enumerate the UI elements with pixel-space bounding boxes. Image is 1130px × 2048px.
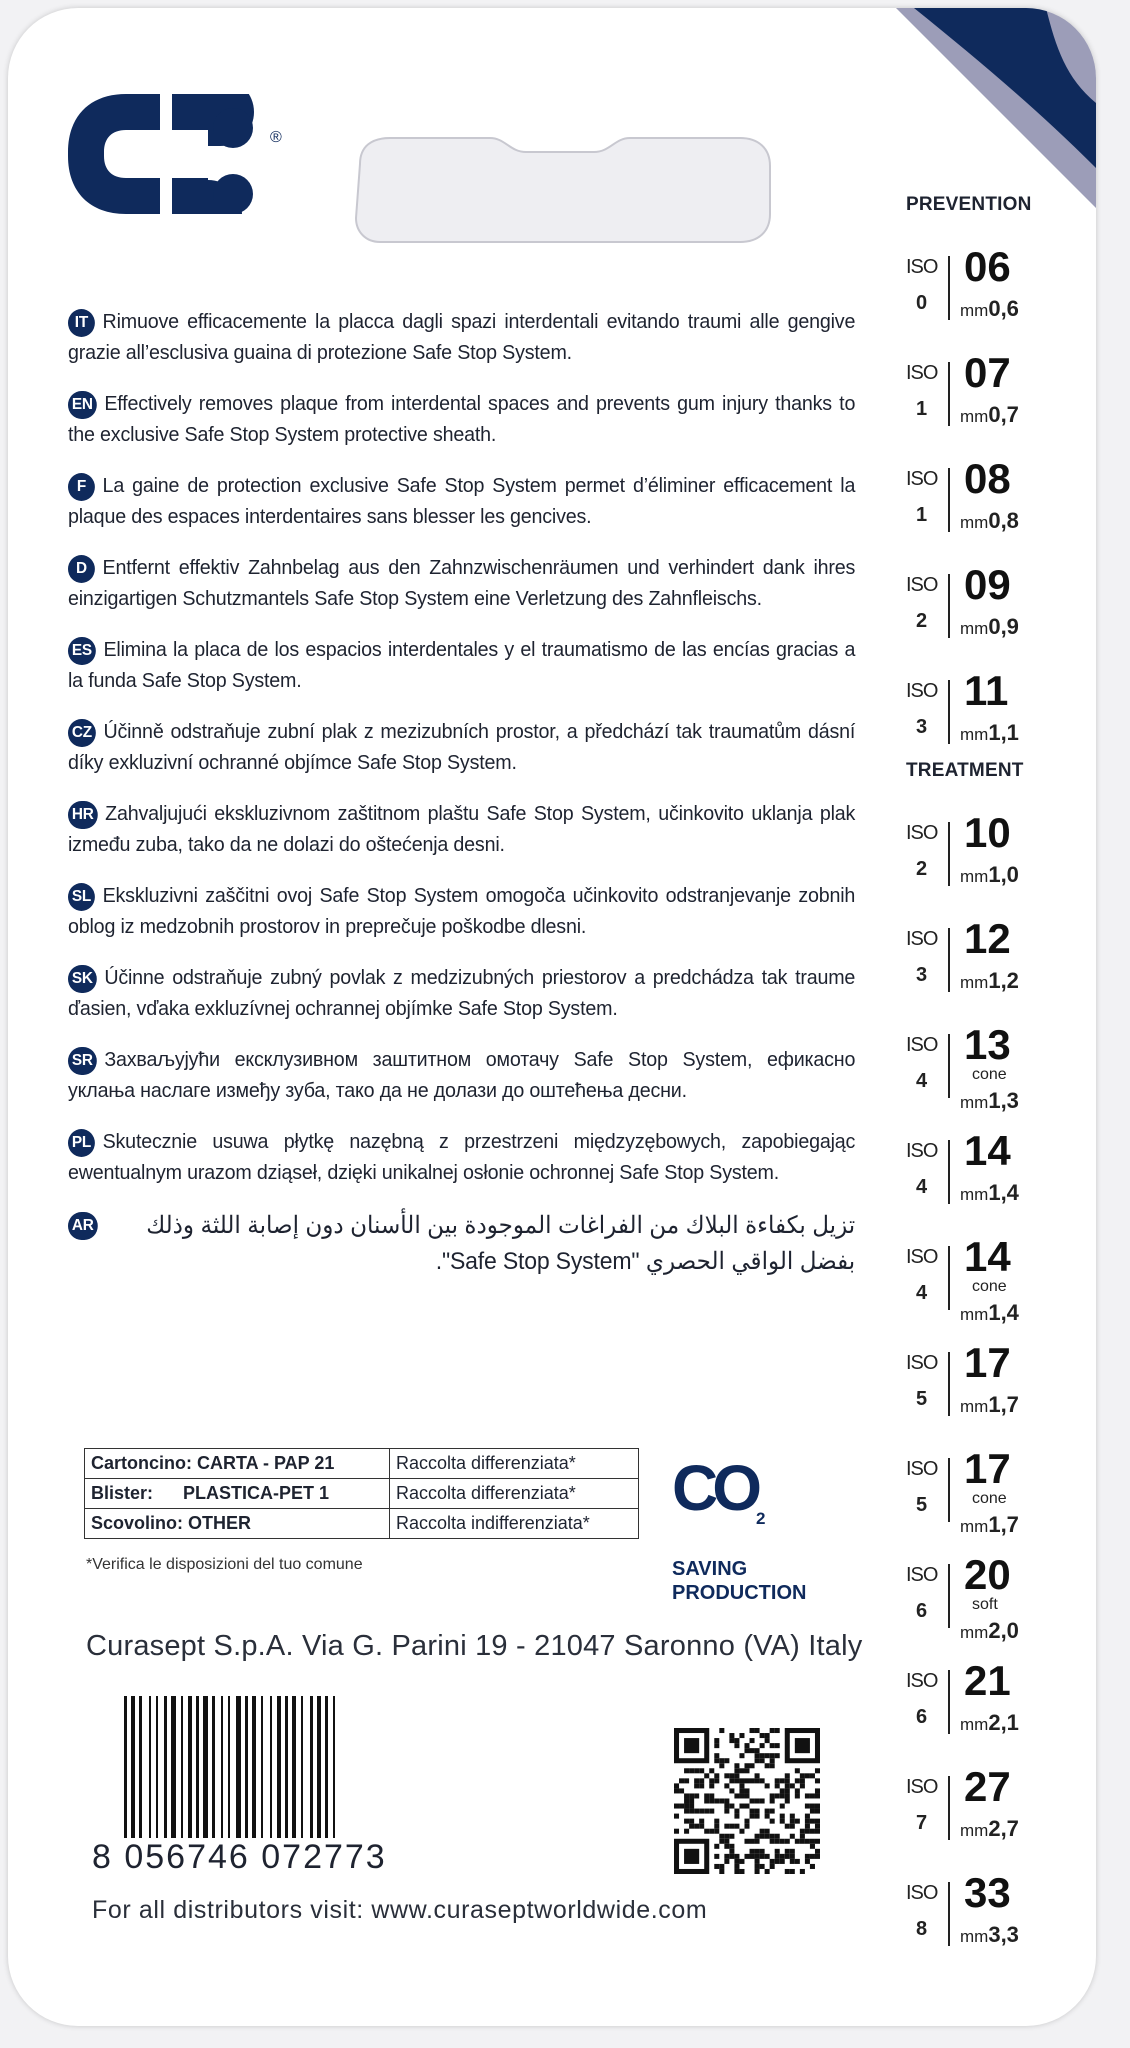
size-number: 20 [964,1551,1011,1598]
iso-number: 0 [916,292,928,314]
size-entry [898,1110,1088,1216]
distributor-link: For all distributors visit: www.curaseptworldwide.com [92,1896,708,1924]
package-back [8,8,1096,2026]
divider [948,1882,950,1946]
size-chart [898,194,1088,1958]
iso-number: 4 [916,1282,928,1304]
iso-label: ISO [906,1458,938,1480]
divider [948,1352,950,1416]
size-entry [898,1004,1088,1113]
size-number: 21 [964,1657,1011,1704]
iso-number: 1 [916,398,928,420]
iso-label: ISO [906,1670,938,1692]
size-entry [898,1640,1088,1746]
lang-badge: SK [68,965,97,993]
size-mm: mm3,3 [960,1922,1019,1947]
divider [948,1140,950,1204]
size-number: 27 [964,1763,1011,1810]
iso-number: 6 [916,1706,928,1728]
size-entry [898,332,1088,438]
iso-number: 8 [916,1918,928,1940]
divider [948,1564,950,1628]
description-en [68,388,855,450]
lang-badge: CZ [68,719,96,747]
iso-number: 1 [916,504,928,526]
co2-line2: PRODUCTION [672,1582,807,1604]
size-variant: cone [972,1490,1007,1507]
description-hr [68,798,855,860]
size-entry [898,1428,1088,1537]
size-entry [898,650,1088,756]
size-mm: mm1,2 [960,968,1019,993]
iso-number: 2 [916,610,928,632]
iso-label: ISO [906,256,938,278]
divider [948,1458,950,1522]
size-number: 12 [964,915,1011,962]
description-text: Entfernt effektiv Zahnbelag aus den Zahnzwischenräumen und verhindert dank ihres einzigartigen Schutzmantels Safe Stop System eine Verletzung des Zahnfleischs. [68,556,856,610]
size-entry [898,1322,1088,1428]
size-entry [898,1534,1088,1643]
iso-label: ISO [906,362,938,384]
lang-badge: D [68,555,95,583]
prevention-list [898,226,1088,756]
description-text: Захваљујући ексклузивном заштитном омотачу Safe Stop System, ефикасно уклања наслаге између зуба, тако да не долази до оштећења десни. [68,1048,856,1102]
size-mm: mm1,1 [960,720,1019,745]
description-text: La gaine de protection exclusive Safe Stop System permet d’éliminer efficacement la plaque des espaces interdentaires sans blesser les gencives. [68,474,856,528]
size-number: 33 [964,1869,1011,1916]
divider [948,574,950,638]
iso-number: 7 [916,1812,928,1834]
iso-number: 6 [916,1600,928,1622]
size-mm: mm1,4 [960,1180,1019,1205]
description-text: Skutecznie usuwa płytkę nazębną z przestrzeni międzyzębowych, zapobiegając ewentualnym urazom dziąseł, dzięki unikalnej osłonie ochronnej Safe Stop System. [68,1130,856,1184]
size-mm: mm0,8 [960,508,1019,533]
size-variant: soft [972,1596,998,1613]
barcode-number: 8 056746 072773 [92,1838,387,1876]
description-text: Ekskluzivni zaščitni ovoj Safe Stop System omogoča učinkovito odstranjevanje zobnih oblog iz medzobnih prostorov in preprečuje poškodbe dlesni. [68,884,856,938]
size-number: 17 [964,1339,1011,1386]
size-entry [898,544,1088,650]
divider [948,1776,950,1840]
svg-text:®: ® [270,129,282,146]
iso-number: 4 [916,1176,928,1198]
size-entry [898,1216,1088,1325]
description-list [68,306,858,1300]
description-sl [68,880,855,942]
divider [948,822,950,886]
size-entry [898,226,1088,332]
iso-label: ISO [906,1776,938,1798]
size-number: 11 [964,667,1009,714]
iso-label: ISO [906,574,938,596]
iso-number: 5 [916,1388,928,1410]
disposal-item: Blister: PLASTICA-PET 1 [85,1479,390,1509]
description-ar [68,1208,855,1280]
size-number: 17 [964,1445,1011,1492]
description-text: Rimuove efficacemente la placca dagli spazi interdentali evitando traumi alle gengive grazie all’esclusiva guaina di protezione Safe Stop System. [68,310,856,364]
iso-label: ISO [906,680,938,702]
size-mm: mm2,1 [960,1710,1019,1735]
treatment-heading: TREATMENT [906,760,1024,781]
co2-mark: $CO_2$ [672,1452,766,1528]
treatment-list [898,792,1088,1958]
table-row [85,1479,639,1509]
description-cz [68,716,855,778]
size-entry [898,438,1088,544]
iso-number: 3 [916,716,928,738]
prevention-heading: PREVENTION [906,194,1032,215]
iso-number: 5 [916,1494,928,1516]
disposal-item: Scovolino: OTHER [85,1509,390,1539]
description-text: Zahvaljujući ekskluzivnom zaštitnom plaštu Safe Stop System, učinkovito uklanja plak između zuba, tako da ne dolazi do oštećenja desni. [68,802,856,856]
size-number: 08 [964,455,1011,502]
disposal-note: *Verifica le disposizioni del tuo comune [86,1556,363,1573]
description-text: Effectively removes plaque from interdental spaces and prevents gum injury thanks to the exclusive Safe Stop System protective sheath. [68,392,856,446]
description-it [68,306,855,368]
size-number: 14 [964,1233,1011,1280]
divider [948,1670,950,1734]
size-mm: mm1,3 [960,1088,1019,1113]
iso-number: 3 [916,964,928,986]
size-mm: mm1,0 [960,862,1019,887]
lang-badge: F [68,473,95,501]
size-mm: mm2,7 [960,1816,1019,1841]
size-mm: mm2,0 [960,1618,1019,1643]
iso-label: ISO [906,822,938,844]
size-number: 09 [964,561,1011,608]
divider [948,468,950,532]
divider [948,1034,950,1098]
lang-badge: PL [68,1129,95,1157]
size-entry [898,1746,1088,1852]
disposal-item: Cartoncino: CARTA - PAP 21 [85,1449,390,1479]
size-mm: mm0,9 [960,614,1019,639]
co2-line1: SAVING [672,1558,748,1580]
lang-badge: IT [68,309,95,337]
description-pl [68,1126,855,1188]
curasept-logo [68,94,298,214]
divider [948,928,950,992]
size-mm: mm1,4 [960,1300,1019,1325]
size-entry [898,1852,1088,1958]
divider [948,1246,950,1310]
size-number: 14 [964,1127,1011,1174]
description-sr [68,1044,855,1106]
disposal-rule: Raccolta differenziata* [390,1479,639,1509]
description-de [68,552,855,614]
description-fr [68,470,855,532]
table-row [85,1509,639,1539]
corner-fold [896,8,1096,208]
iso-label: ISO [906,1246,938,1268]
size-mm: mm1,7 [960,1512,1019,1537]
size-mm: mm1,7 [960,1392,1019,1417]
size-variant: cone [972,1278,1007,1295]
iso-label: ISO [906,1882,938,1904]
size-number: 07 [964,349,1011,396]
iso-label: ISO [906,1140,938,1162]
divider [948,680,950,744]
iso-number: 2 [916,858,928,880]
description-text: Elimina la placa de los espacios interdentales y el traumatismo de las encías gracias a la funda Safe Stop System. [68,638,856,692]
size-mm: mm0,7 [960,402,1019,427]
company-address: Curasept S.p.A. Via G. Parini 19 - 21047 Saronno (VA) Italy [86,1630,863,1662]
qr-code [674,1728,820,1874]
iso-label: ISO [906,1352,938,1374]
size-number: 10 [964,809,1011,856]
iso-label: ISO [906,1034,938,1056]
iso-number: 4 [916,1070,928,1092]
size-entry [898,792,1088,898]
hang-hole [340,126,780,250]
size-entry [898,898,1088,1004]
co2-badge [672,1452,862,1605]
size-number: 06 [964,243,1011,290]
table-row [85,1449,639,1479]
size-variant: cone [972,1066,1007,1083]
disposal-rule: Raccolta differenziata* [390,1449,639,1479]
size-mm: mm0,6 [960,296,1019,321]
description-sk [68,962,855,1024]
description-text: تزيل بكفاءة البلاك من الفراغات الموجودة بين الأسنان دون إصابة اللثة وذلك بفضل الواقي الحصري "Safe Stop System". [146,1212,856,1275]
description-text: Účinne odstraňuje zubný povlak z medzizubných priestorov a predchádza tak traume ďasien, vďaka exkluzívnej ochrannej objímke Safe Stop System. [68,966,856,1020]
description-text: Účinně odstraňuje zubní plak z mezizubních prostor, a předchází tak traumatům dásní díky exkluzivní ochranné objímce Safe Stop System. [68,720,856,774]
lang-badge: EN [68,391,97,419]
iso-label: ISO [906,1564,938,1586]
iso-label: ISO [906,928,938,950]
disposal-table [84,1448,639,1539]
size-number: 13 [964,1021,1011,1068]
iso-label: ISO [906,468,938,490]
lang-badge: AR [68,1212,97,1240]
description-es [68,634,855,696]
divider [948,362,950,426]
lang-badge: SR [68,1047,97,1075]
lang-badge: HR [68,801,97,829]
disposal-rule: Raccolta indifferenziata* [390,1509,639,1539]
lang-badge: ES [68,637,96,665]
divider [948,256,950,320]
lang-badge: SL [68,883,95,911]
